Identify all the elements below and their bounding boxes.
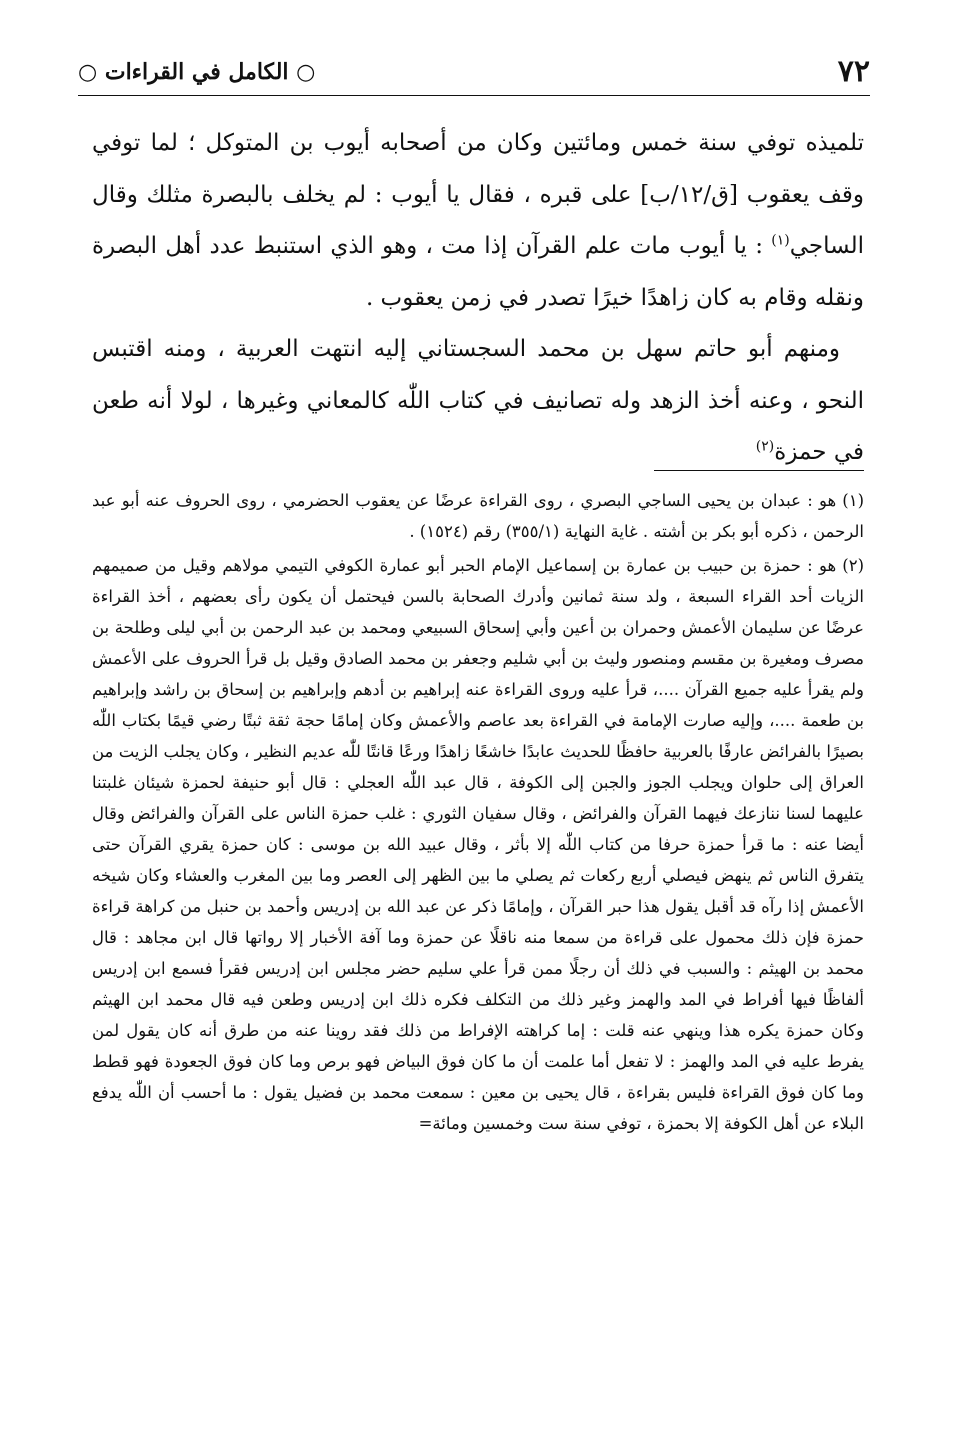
paragraph-1-text-continued: : يا أيوب مات علم القرآن إذا مت ، وهو الذي استنبط عدد أهل البصرة ونقله وقام به كان زاهدًا خيرًا تصدر في زمن يعقوب . — [92, 233, 864, 311]
header-rule — [78, 95, 870, 96]
page-number: ٧٢ — [837, 54, 870, 89]
footnote-2 — [92, 550, 864, 1139]
paragraph-1-text: تلميذه توفي سنة خمس ومائتين وكان من أصحابه أيوب بن المتوكل ؛ لما توفي وقف يعقوب [ق/١٢/ب] على قبره ، فقال يا أيوب : لم يخلف بالبصرة مثلك وقال الساجي — [92, 130, 865, 259]
footnote-2-number: (٢) — [842, 556, 864, 575]
main-text — [92, 118, 864, 479]
running-title: ○ الكامل في القراءات ○ — [78, 59, 316, 85]
footnote-1 — [92, 485, 864, 547]
footnote-2-text: هو : حمزة بن حبيب بن عمارة بن إسماعيل الإمام الحبر أبو عمارة الكوفي التيمي مولاهم وقيل من صميمهم الزيات أحد القراء السبعة ، ولد سنة ثمانين وأدرك الصحابة بالسن فيحتمل أن يكون رأى بعضهم ، أخذ القراءة عرضًا عن سليمان الأعمش وحمران بن أعين وأبي إسحاق السبيعي ومحمد بن عبد الرحمن بن أبي ليلى وطلحة بن مصرف ومغيرة بن مقسم ومنصور وليث بن أبي شليم وجعفر بن محمد الصادق وقيل بل قرأ الحروف على الأعمش ولم يقرأ عليه جميع القرآن ....، قرأ عليه وروى القراءة عنه إبراهيم بن أدهم وإبراهيم بن إسحاق بن راشد وإبراهيم بن طعمة ....، وإليه صارت الإمامة في القراءة بعد عاصم والأعمش وكان إمامًا حجة ثقة ثبتًا رضي قيمًا بكتاب اللّٰه بصيرًا بالفرائض عارفًا بالعربية حافظًا للحديث عابدًا خاشعًا زاهدًا ورعًا قانتًا للّٰه عديم النظير ، وكان يجلب الزيت من العراق إلى حلوان ويجلب الجوز والجبن إلى الكوفة ، قال عبد اللّٰه العجلي : قال أبو حنيفة لحمزة شيئان غلبتنا عليهما لسنا ننازعك فيهما القرآن والفرائض ، وقال سفيان الثوري : غلب حمزة الناس على القرآن والفرائض وقال أيضا عنه : ما قرأ حمزة حرفا من كتاب اللّٰه إلا بأثر ، وقال عبيد الله بن موسى : كان حمزة يقري القرآن حتى يتفرق الناس ثم ينهض فيصلي أربع ركعات ثم يصلي ما بين الظهر إلى العصر وما بين المغرب والعشاء وكان شيخه الأعمش إذا رآه قد أقبل يقول هذا حبر القرآن ، وإمامًا ذكر عن عبد الله بن إدريس وأحمد بن حنبل من كراهة قراءة حمزة فإن ذلك محمول على قراءة من سمعا منه ناقلًا عن حمزة وما آفة الأخبار إلا رواتها قال ابن مجاهد : قال محمد بن الهيثم : والسبب في ذلك أن رجلًا ممن قرأ علي سليم حضر مجلس ابن إدريس فقرأ فسمع ابن إدريس ألفاظًا فيها أفراط في المد والهمز وغير ذلك من التكلف فكره ذلك ابن إدريس وطعن فيه قال محمد ابن الهيثم وكان حمزة يكره هذا وينهي عنه قلت : إما كراهته الإفراط من ذلك فقد روينا عنه من طرق أنه كان يقول لمن يفرط عليه في المد والهمز : لا تفعل أما علمت أن ما كان فوق البياض فهو برص وما كان فوق الجعودة فهو قطط وما كان فوق القراءة فليس بقراءة ، قال يحيى بن معين : سمعت محمد بن فضيل يقول : ما أحسب أن اللّٰه يدفع البلاء عن أهل الكوفة إلا بحمزة ، توفي سنة ست وخمسين ومائة= — [92, 556, 864, 1133]
footnote-ref-1: (١) — [771, 232, 790, 249]
footnote-1-number: (١) — [842, 491, 864, 510]
footnote-separator — [654, 470, 864, 471]
page-header — [78, 52, 870, 96]
paragraph-2-text: ومنهم أبو حاتم سهل بن محمد السجستاني إليه انتهت العربية ، ومنه اقتبس النحو ، وعنه أخذ الزهد وله تصانيف في كتاب اللّٰه كالمعاني وغيرها ، لولا أنه طعن في حمزة — [92, 336, 864, 465]
footnote-ref-2: (٢) — [755, 438, 775, 455]
paragraph-1 — [92, 118, 864, 324]
footnote-1-text: هو : عبدان بن يحيى الساجي البصري ، روى القراءة عرضًا عن يعقوب الحضرمي ، روى الحروف عنه أبو عبد الرحمن ، ذكره أبو بكر بن أشته . غاية النهاية (٣٥٥/١) رقم (١٥٢٤) . — [92, 491, 864, 541]
paragraph-2 — [92, 324, 864, 479]
footnotes — [92, 485, 864, 1142]
